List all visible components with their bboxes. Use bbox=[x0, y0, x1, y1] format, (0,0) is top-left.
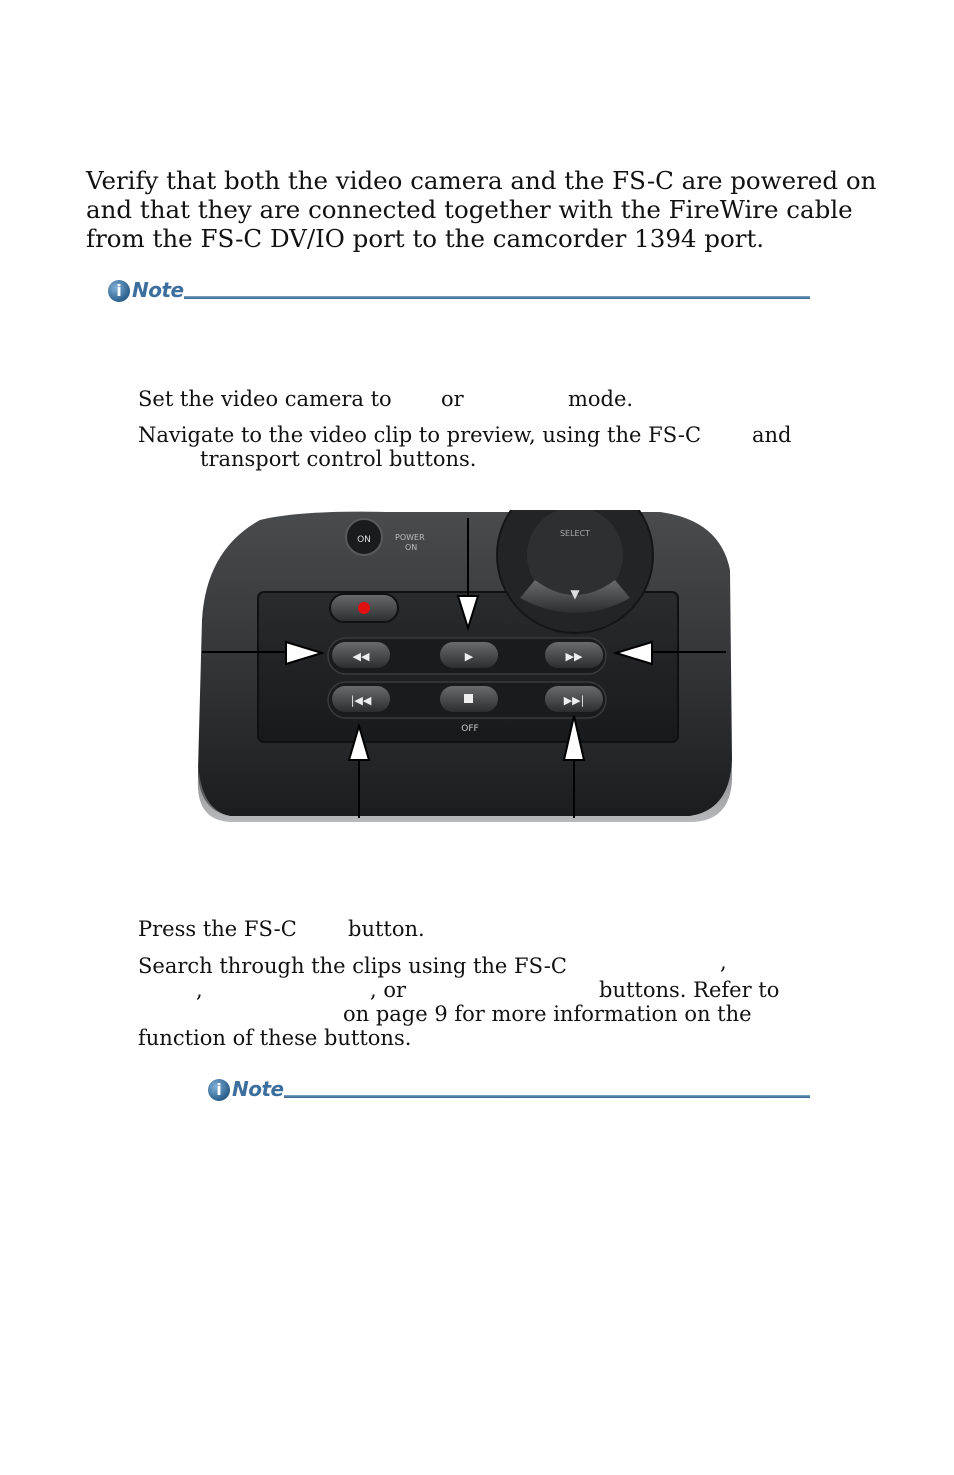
step-set-camera-or: or bbox=[441, 387, 464, 411]
note-banner bbox=[208, 1077, 810, 1107]
step-search-end: function of these buttons. bbox=[138, 1026, 412, 1050]
step-navigate: Navigate to the video clip to preview, using the FS-C bbox=[138, 423, 702, 447]
note-label: Note bbox=[132, 278, 184, 302]
info-icon: i bbox=[208, 1079, 230, 1101]
step-press-button: button. bbox=[348, 917, 425, 941]
note-divider bbox=[284, 1095, 810, 1098]
intro-line: from the FS-C DV/IO port to the camcorder 1394 port. bbox=[86, 224, 765, 253]
step-navigate-and: and bbox=[752, 423, 792, 447]
step-press: Press the FS-C bbox=[138, 917, 297, 941]
step-navigate-cont: transport control buttons. bbox=[200, 447, 477, 471]
fast-forward-icon: ▶▶ bbox=[565, 650, 583, 663]
record-icon bbox=[358, 602, 370, 614]
step-search: Search through the clips using the FS-C bbox=[138, 954, 567, 978]
step-search-comma: , bbox=[196, 978, 203, 1002]
step-search-buttons: buttons. Refer to bbox=[599, 978, 780, 1002]
step-search-page-ref: on page 9 for more information on the bbox=[343, 1002, 752, 1026]
rewind-icon: ◀◀ bbox=[352, 650, 370, 663]
on-label: ON bbox=[357, 535, 371, 545]
skip-back-icon: |◀◀ bbox=[350, 694, 372, 707]
select-label: SELECT bbox=[559, 529, 591, 538]
power-on-label: ON bbox=[405, 543, 418, 552]
off-label: OFF bbox=[461, 724, 479, 734]
stop-icon bbox=[464, 694, 473, 703]
play-icon: ▶ bbox=[464, 650, 474, 663]
intro-paragraph bbox=[86, 166, 877, 253]
step-search-or: , or bbox=[370, 978, 407, 1002]
step-set-camera: Set the video camera to bbox=[138, 387, 392, 411]
power-label: POWER bbox=[395, 533, 425, 542]
step-search-comma: , bbox=[720, 950, 727, 974]
down-arrow-icon: ▼ bbox=[570, 587, 580, 601]
note-divider bbox=[184, 296, 810, 299]
note-label: Note bbox=[232, 1077, 284, 1101]
note-banner bbox=[108, 278, 810, 308]
intro-line: and that they are connected together with the FireWire cable bbox=[86, 195, 853, 224]
info-icon: i bbox=[108, 280, 130, 302]
skip-forward-icon: ▶▶| bbox=[563, 694, 585, 707]
remote-control-photo bbox=[190, 510, 738, 822]
step-set-camera-mode: mode. bbox=[568, 387, 634, 411]
intro-line: Verify that both the video camera and the FS-C are powered on bbox=[86, 166, 877, 195]
